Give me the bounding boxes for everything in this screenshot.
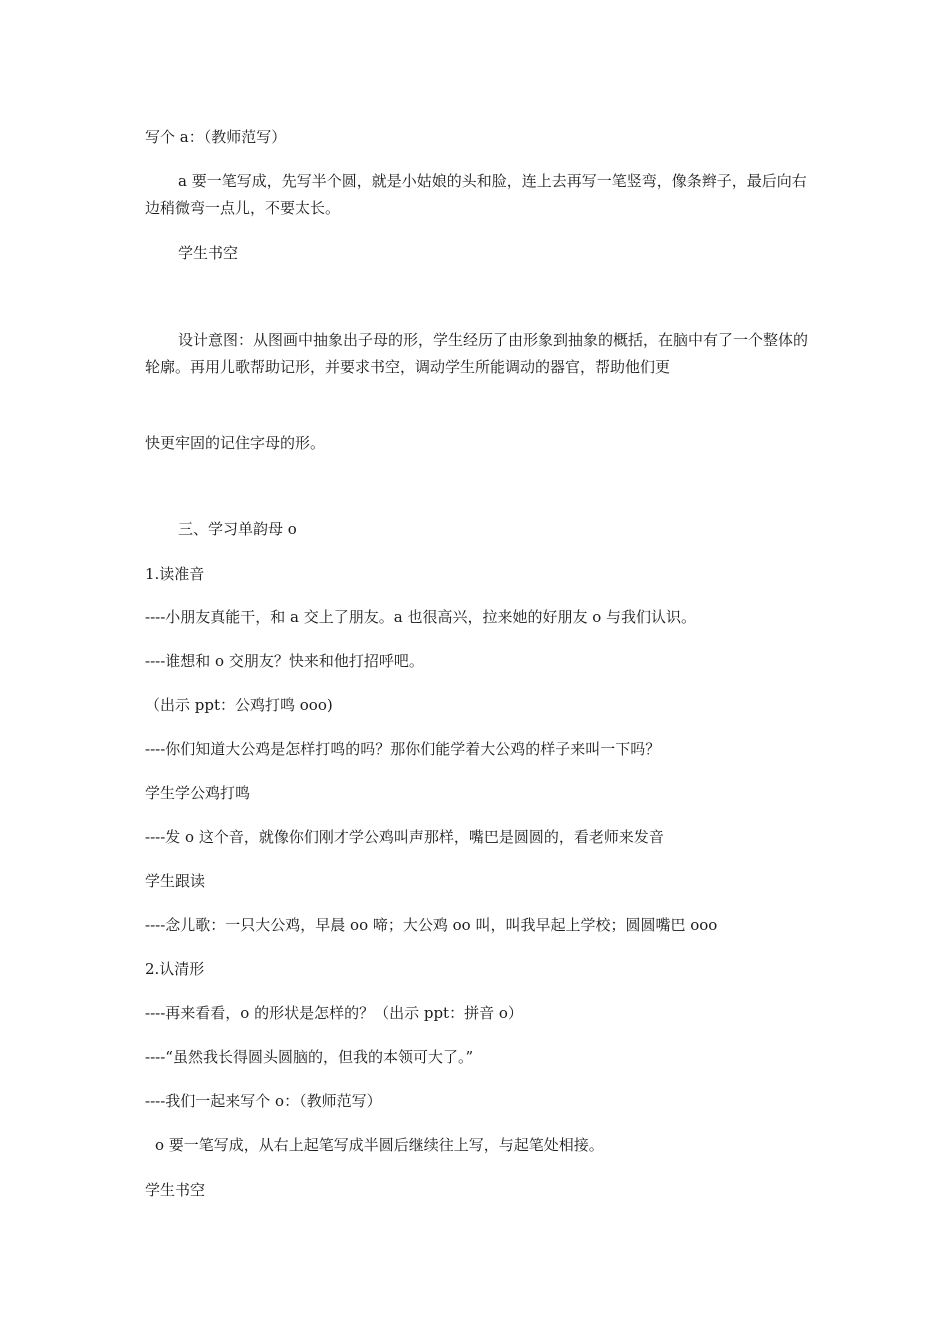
paragraph-dialogue-3: ----你们知道大公鸡是怎样打鸣的吗？那你们能学着大公鸡的样子来叫一下吗？ [145,740,661,758]
paragraph-show-ppt-rooster: （出示 ppt：公鸡打鸣 ooo) [145,696,333,714]
paragraph-students-read: 学生跟读 [145,872,206,890]
paragraph-dialogue-7: ----我们一起来写个 o：（教师范写） [145,1092,382,1110]
paragraph-o-stroke-instructions: o 要一笔写成，从右上起笔写成半圆后继续往上写，与起笔处相接。 [155,1136,604,1154]
paragraph-dialogue-1: ----小朋友真能干，和 a 交上了朋友。a 也很高兴，拉来她的好朋友 o 与我们认识。 [145,608,697,626]
paragraph-students-imitate: 学生学公鸡打鸣 [145,784,251,802]
paragraph-dialogue-5: ----再来看看，o 的形状是怎样的？（出示 ppt：拼音 o） [145,1004,523,1022]
paragraph-dialogue-2: ----谁想和 o 交朋友？快来和他打招呼吧。 [145,652,424,670]
paragraph-students-air-writing-1: 学生书空 [178,244,239,262]
subheading-pronunciation: 1.读准音 [145,565,205,583]
paragraph-dialogue-4: ----发 o 这个音，就像你们刚才学公鸡叫声那样，嘴巴是圆圆的，看老师来发音 [145,828,664,846]
paragraph-students-air-writing-2: 学生书空 [145,1181,206,1199]
section-heading-learn-o: 三、学习单韵母 o [178,520,297,538]
paragraph-write-a: 写个 a：（教师范写） [145,128,287,146]
subheading-recognize-shape: 2.认清形 [145,960,205,978]
paragraph-a-stroke-instructions: a 要一笔写成，先写半个圆，就是小姑娘的头和脸，连上去再写一笔竖弯，像条辫子，最后向右边稍微弯一点儿，不要太长。 [145,172,807,217]
paragraph-design-intent-continued: 快更牢固的记住字母的形。 [145,434,326,452]
paragraph-design-intent: 设计意图：从图画中抽象出子母的形，学生经历了由形象到抽象的概括，在脑中有了一个整体的轮廓。再用儿歌帮助记形，并要求书空，调动学生所能调动的器官，帮助他们更 [145,331,809,376]
paragraph-dialogue-6: ----“虽然我长得圆头圆脑的，但我的本领可大了。” [145,1048,474,1066]
paragraph-nursery-rhyme: ----念儿歌：一只大公鸡，早晨 oo 啼；大公鸡 oo 叫，叫我早起上学校；圆圆嘴巴 ooo [145,916,718,934]
